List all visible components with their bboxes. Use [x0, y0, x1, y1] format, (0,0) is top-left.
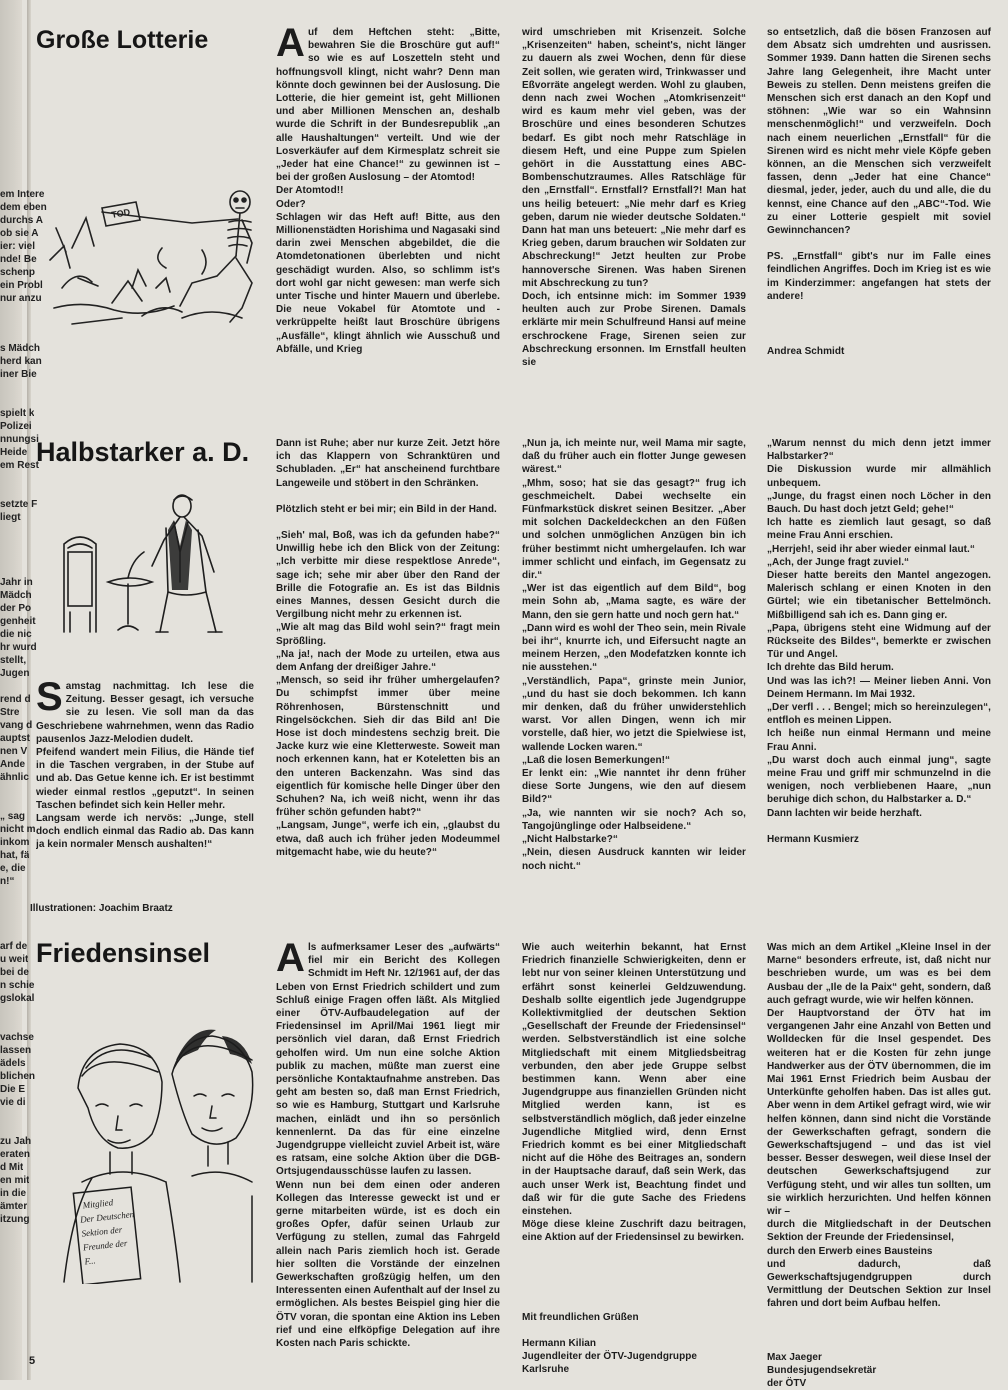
bleed-line: ob sie A — [0, 228, 39, 239]
paragraph: durch den Erwerb eines Bausteins — [767, 1245, 933, 1257]
paragraph: „Nun ja, ich meinte nur, weil Mama mir sagte, daß du früher auch ein flotter Junge gewesen wärest.“ — [522, 438, 746, 476]
article-title-lotterie: Große Lotterie — [36, 26, 209, 54]
bleed-line: in die — [0, 1188, 27, 1199]
bleed-line: durchs A — [0, 215, 43, 226]
paragraph: „Junge, du fragst einen noch Löcher in den Bauch. Du hast doch jetzt Geld; gehe!“ — [767, 490, 991, 516]
bleed-line: „ sag — [0, 811, 26, 822]
paragraph — [276, 26, 500, 184]
tod-sign-label: TOD — [110, 206, 131, 220]
paragraph: „Ja, wie nannten wir sie noch? Ach so, Tangojünglinge oder Halbseidene.“ — [522, 807, 746, 832]
paragraph: Möge diese kleine Zuschrift dazu beitragen, eine Aktion auf der Friedensinsel zu bewirken. — [522, 1219, 746, 1244]
paragraph: so entsetzlich, daß die bösen Franzosen auf dem Absatz sich umdrehten und ausrissen. Sommer 1939. Dann hatten die Sirenen sechs Jahre lang Gelegenheit, ihre Macht unter Beweis zu stellen. Denn meistens greifen die Menschen sich erst danach an den Kopf und stöhnen: „Wie war so ein Wahnsinn menschenmöglich!“ und verzweifeln. Doch nach einem neuerlichen „Ernstfall“ für die Sirenen wird es nicht mehr viele Köpfe geben können, an die Menschen sich verzweifelt fassen, denn „Jeder hat eine Chance“ diesmal, jeder, jeder, auch du und alle, die du kennst, eine Chance auf den „ABC“-Tod. Wie zu einer Lotterie gespielt mit soviel Gewinnchancen? — [767, 27, 991, 237]
paragraph: „Sieh' mal, Boß, was ich da gefunden habe?“ Unwillig hebe ich den Blick von der Zeitung: „Ich verbitte mir diese respektlose Anrede“, sage ich; sehe mir aber über den Rand der Brille die Fotografie an. Es ist das Bildnis eines Mannes, dessen Gesicht durch die Vergilbung nicht mehr zu erkennen ist. — [276, 530, 500, 621]
paragraph: Was mich an dem Artikel „Kleine Insel in der Marne“ besonders erfreute, ist, daß nicht nur beschrieben wurde, um was es bei dem Ausbau der „Ile de la Paix“ geht, sondern, daß auch gefragt wurde, wie wir helfen können. — [767, 942, 991, 1006]
bleed-line: itzung — [0, 1214, 30, 1225]
paragraph: Pfeifend wandert mein Filius, die Hände tief in die Taschen vergraben, in der Stube auf und ab. Das Getue kenne ich. Er ist bestimmt wieder einmal restlos „geputzt“. In seinen Taschen befindet sich kein Heller mehr. — [36, 747, 254, 811]
bleed-line: iner Bie — [0, 369, 37, 380]
paragraph: „Nein, diesen Ausdruck kannten wir leider noch nicht.“ — [522, 847, 746, 872]
sign-text: Mitglied — [82, 1197, 114, 1211]
paragraph: „Papa, übrigens steht eine Widmung auf der Rückseite des Bildes“, bemerkte er zwischen Tür und Angel. — [767, 622, 991, 661]
bleed-line: en mit — [0, 1175, 30, 1186]
bleed-line: em Rest — [0, 460, 39, 471]
bleed-line: d Mit — [0, 1162, 24, 1173]
sign-text: Der Deutschen — [79, 1209, 135, 1225]
drop-cap: A — [276, 26, 305, 65]
paragraph: „Na ja!, nach der Mode zu urteilen, etwa aus dem Anfang der dreißiger Jahre.“ — [276, 648, 500, 674]
paragraph: Die Diskussion wurde mir allmählich unbequem. — [767, 464, 991, 489]
paragraph: „Verständlich, Papa“, grinste mein Junior, „und du hast sie doch bekommen. Ich kann mir denken, daß du früher unwiderstehlich warst. Vor allen Dingen, wenn ich mir vorstelle, daß hier, wo jetzt die Spielwiese ist, wallende Locken waren.“ — [522, 675, 746, 753]
paragraph: Ich heiße nun einmal Hermann und meine Frau Anni. — [767, 728, 991, 753]
bleed-line: blichen — [0, 1071, 36, 1082]
author-signature: Hermann Kusmierz — [767, 833, 859, 845]
bleed-line: ein Probl — [0, 280, 43, 291]
author-signature: Hermann Kilian — [522, 1337, 597, 1349]
author-org: der ÖTV — [767, 1377, 807, 1389]
bleed-line: stellt, — [0, 655, 27, 666]
paragraph: „Langsam, Junge“, werfe ich ein, „glaubst du etwa, daß auch ich früher jeden Modeummel mitgemacht habe, wie du heute?“ — [276, 820, 500, 858]
bleed-line: setzte F — [0, 499, 38, 510]
paragraph: Doch, ich entsinne mich: im Sommer 1939 heulten auch zur Probe Sirenen. Damals erklärte mir mein Schulfreund Hansi auf meine erschrockene Frage, Sirenen seien zur Abschreckung ersonnen. Im Ernstfall heulten sie — [522, 291, 746, 369]
signature-block — [522, 1311, 746, 1376]
bleed-line: Ande — [0, 759, 25, 770]
bleed-line: der Po — [0, 603, 32, 614]
bleed-line: lassen — [0, 1045, 32, 1056]
paragraph-text: amstag nachmittag. Ich lese die Zeitung. Besser gesagt, ich versuche sie zu lesen. Vie soll man da das Geschriebene wahrnehmen, wenn das Radio pausenlos Jazz-Melodien dudelt. — [36, 681, 254, 745]
bleed-line: ämter — [0, 1201, 28, 1212]
paragraph: Langsam werde ich nervös: „Junge, stell doch endlich einmal das Radio ab. Das kann ja kein normaler Mensch aushalten!“ — [36, 813, 254, 851]
author-signature: Max Jaeger — [767, 1351, 822, 1363]
bleed-line: nde! Be — [0, 254, 37, 265]
paragraph: Wenn nun bei dem einen oder anderen Kollegen das Interesse geweckt ist und er gerne mitarbeiten würde, ist es doch ein großes Opfer, dafür seinen Urlaub zur Verfügung zu stellen, zumal das Fahrgeld allein nach Paris ziemlich hoch ist. Gerade hier sollten die Vorstände der einzelnen Gewerkschaften großzügig helfen, um den Interessenten einen Aufenthalt auf der Insel zu ermöglichen. Als bestes Beispiel ging hier die ÖTV voran, die spontan eine Aktion ins Leben rief und eine elfköpfige Delegation auf ihre Kosten nach Paris schickte. — [276, 1179, 500, 1350]
bleed-line: spielt k — [0, 408, 35, 419]
bleed-line: eraten — [0, 1149, 31, 1160]
bleed-line: vang d — [0, 720, 33, 731]
bleed-line: nnungsi — [0, 434, 39, 445]
bleed-line: e, die — [0, 863, 26, 874]
bleed-line: n schie — [0, 980, 35, 991]
article-column — [36, 680, 254, 852]
bleed-line: die nic — [0, 629, 32, 640]
paragraph: „Nicht Halbstarke?“ — [522, 834, 618, 846]
drop-cap: S — [36, 680, 63, 719]
skeleton-illustration — [42, 188, 270, 338]
sign-text: Freunde der — [82, 1237, 128, 1253]
paragraph: „Wer ist das eigentlich auf dem Bild“, bog mein Sohn ab, „Mama sagte, es wäre der Mann, den sie gern hatte und noch gern hat.“ — [522, 583, 746, 621]
article-column — [276, 941, 500, 1350]
sign-text: F... — [84, 1255, 97, 1267]
bleed-line: dem eben — [0, 202, 47, 213]
drop-cap: A — [276, 941, 305, 980]
paragraph: Ich drehte das Bild herum. — [767, 662, 894, 674]
paragraph: Er lenkt ein: „Wie nanntet ihr denn früher diese Sorte Jungens, wie den auf diesem Bild?“ — [522, 768, 746, 806]
bleed-line: ähnlic — [0, 772, 29, 783]
bleed-line: Heide — [0, 447, 28, 458]
bleed-line: rend d — [0, 694, 31, 705]
bleed-line: Die E — [0, 1084, 26, 1095]
illustration-credit: Illustrationen: Joachim Braatz — [30, 903, 173, 914]
bleed-line: hat, fä — [0, 850, 30, 861]
author-location: Karlsruhe — [522, 1363, 570, 1375]
bleed-line: herd kan — [0, 356, 42, 367]
bleed-line: em Intere — [0, 189, 45, 200]
bleed-line: Stre — [0, 707, 20, 718]
bleed-line: n!“ — [0, 876, 15, 887]
bleed-line: nen V — [0, 746, 28, 757]
paragraph: Plötzlich steht er bei mir; ein Bild in der Hand. — [276, 503, 497, 515]
paragraph: „Dann wird es wohl der Theo sein, mein Rivale bei ihr“, knurrte ich, und Eifersucht nagte an meinem Herzen, „den Modefatzken konnte ich nie ausstehen.“ — [522, 622, 746, 674]
bleed-line: Polizei — [0, 421, 32, 432]
paragraph: Wie auch weiterhin bekannt, hat Ernst Friedrich finanzielle Schwierigkeiten, denn er lebt nur von seiner kleinen Unterstützung und erfährt sonst keinerlei Geldzuwendung. Deshalb sollte eigentlich jede Jugendgruppe Kollektivmitglied der deutschen Sektion „Gesellschaft der Freunde der Friedensinsel“ werden. Selbstverständlich ist eine solche Mitgliedschaft mit einem Mitgliedsbeitrag verbunden, den aber jede Gruppe selbst bestimmen kann. Wenn aber eine Jugendgruppe aus finanziellen Gründen nicht Mitglied werden kann, ist es selbstverständlich möglich, daß jeder einzelne Jugendliche Mitglied wird, denn Ernst Friedrich kommt es bei einer Mitgliedschaft nicht auf die Höhe des Beitrages an, sondern in der Hauptsache darauf, daß sein Werk, das auch unser Werk ist, Beachtung findet und daß wir für die gute Sache des Friedens einstehen. — [522, 942, 746, 1218]
paragraph: Der Hauptvorstand der ÖTV hat im vergangenen Jahr eine Anzahl von Betten und Wolldecken für die Insel gespendet. Des weiteren hat er die Kosten für zehn junge Handwerker aus der ÖTV übernommen, die im Mai 1961 Ernst Friedrich beim Ausbau der Unterkünfte geholfen haben. Das ist alles gut. Aber wenn in dem Artikel gefragt wird, wie wir helfen können, dann sind nicht die Vorstände der Gewerkschaften gefragt, sondern die Gewerkschaftsjugend – und das ist viel besser. Besser deswegen, weil diese Insel der deutschen Gewerkschaftsjugend zur Verfügung steht, und wir alles tun sollten, um sie wirklich herzurichten. Und helfen können wir – — [767, 1008, 991, 1218]
paragraph: Oder? — [276, 198, 306, 210]
article-column — [767, 437, 991, 846]
bleed-line: ier: viel — [0, 241, 36, 252]
bleed-line: genheit — [0, 616, 36, 627]
article-column — [276, 437, 500, 859]
article-column — [767, 26, 991, 358]
sign-text: Sektion der — [81, 1224, 123, 1239]
bleed-line: auptst — [0, 733, 30, 744]
paragraph: Ich hatte es ziemlich laut gesagt, so daß meine Frau Anni erschien. — [767, 517, 991, 542]
author-signature: Andrea Schmidt — [767, 346, 845, 358]
article-column — [522, 26, 746, 369]
paragraph: Dann ist Ruhe; aber nur kurze Zeit. Jetzt höre ich das Klappern von Schranktüren und Schubladen. „Er“ hat anscheinend furchtbare Langeweile und stöbert in den Schränken. — [276, 438, 500, 489]
bleed-line: nur anzu — [0, 293, 42, 304]
article-title-halbstarker: Halbstarker a. D. — [36, 437, 250, 467]
paragraph — [36, 680, 254, 746]
paragraph: „Der verfl . . . Bengel; mich so hereinzulegen“, entfloh es meinen Lippen. — [767, 702, 991, 727]
man-portrait-illustration — [56, 492, 242, 642]
paragraph: Und was las ich?! — Meiner lieben Anni. Von Deinem Hermann. Im Mai 1932. — [767, 675, 991, 700]
paragraph: und dadurch, daß Gewerkschaftsjugendgruppen durch Vermittlung der Deutschen Sektion zur Insel fahren und dort beim Aufbau helfen. — [767, 1258, 991, 1310]
bleed-line: Jahr in — [0, 577, 33, 588]
bleed-line: zu Jah — [0, 1136, 32, 1147]
bleed-line: vachse — [0, 1032, 34, 1043]
author-role: Jugendleiter der ÖTV-Jugendgruppe — [522, 1350, 698, 1362]
couple-illustration — [52, 1016, 264, 1284]
paragraph: Schlagen wir das Heft auf! Bitte, aus den Millionenstädten Horishima und Nagasaki sind darin zwei Menschen abgebildet, die die Atomdetonationen überlebten und nicht geschädigt wurden. Also, so schlimm ist's dort wohl gar nicht gewesen: man werfe sich unter Tische und hinter Mauern und überlebe. Die neue Vokabel für Atomtote und -verkrüppelte heißt laut Broschüre übrigens „Ausfälle“, klingt ähnlich wie Ausschuß und Abfälle, und Krieg — [276, 211, 500, 355]
bleed-line: schenp — [0, 267, 36, 278]
paragraph: „Wie alt mag das Bild wohl sein?“ fragt mein Sprößling. — [276, 622, 500, 647]
article-column — [276, 26, 500, 356]
paragraph-text: uf dem Heftchen steht: „Bitte, bewahren Sie die Broschüre gut auf!“ so wie es auf Loszetteln steht und hoffnungsvoll klingt, nicht wahr? Denn man könnte doch gewinnen bei der Auslosung. Die Lotterie, die hier gemeint ist, geht Millionen und aber Millionen Menschen an, deshalb wurde die Schrift in der Bundesrepublik „an alle Haushaltungen“ verteilt. Und wie der Losverkäufer auf dem Kirmesplatz schreit sie „Jeder hat eine Chance!“ zu gewinnen ist – bei der großen Auslosung – der Atomtod! — [276, 27, 500, 184]
bleed-line: ädels — [0, 1058, 26, 1069]
bleed-line: vie di — [0, 1097, 26, 1108]
bleed-line: Jugen — [0, 668, 30, 679]
paragraph: „Laß die losen Bemerkungen!“ — [522, 754, 671, 766]
paragraph: Der Atomtod!! — [276, 185, 344, 197]
paragraph-text: ls aufmerksamer Leser des „aufwärts“ fiel mir ein Bericht des Kollegen Schmidt im Heft Nr. 12/1961 auf, der das Leben von Ernst Friedrich schildert und zum Schluß einige Fragen offen läßt. Als Mitglied einer ÖTV-Aufbaudelegation auf der Friedensinsel im April/Mai 1961 liegt mir persönlich viel daran, daß Ernst Friedrich geholfen wird. Um nun eine solche Aktion publik zu machen, müßte man zuerst eine persönliche Kontaktaufnahme anstreben. Das geht am besten so, daß man Ernst Friedrich, so wie es Hamburg, Stuttgart und Karlsruhe machen, einlädt und ihn so persönlich kennenlernt. Da das für eine einzelne Jugendgruppe vielleicht zuviel Arbeit ist, wäre es ratsam, eine solche Aktion über die DGB-Ortsjugendausschüsse laufen zu lassen. — [276, 942, 500, 1178]
closing-line: Mit freundlichen Grüßen — [522, 1311, 639, 1323]
article-title-friedensinsel: Friedensinsel — [36, 938, 211, 968]
bleed-line: liegt — [0, 512, 21, 523]
paragraph: „Warum nennst du mich denn jetzt immer Halbstarker?“ — [767, 438, 991, 463]
bleed-line: bei de — [0, 967, 29, 978]
article-column — [767, 941, 991, 1390]
paragraph: „Du warst doch auch einmal jung“, sagte meine Frau und griff mir schmunzelnd in die wenigen, noch verbliebenen Haare, „nun beruhige dich schon, du Halbstarker a. D.“ — [767, 754, 991, 806]
page-number: 5 — [29, 1355, 36, 1367]
bleed-line: Mädch — [0, 590, 32, 601]
bleed-line: u weit — [0, 954, 29, 965]
paragraph — [276, 941, 500, 1179]
paragraph: „Ach, der Junge fragt zuviel.“ — [767, 556, 910, 568]
article-column — [522, 941, 746, 1376]
signature-block — [767, 1351, 991, 1390]
bleed-line: arf de — [0, 941, 28, 952]
bleed-line: hr wurd — [0, 642, 37, 653]
author-role: Bundesjugendsekretär — [767, 1364, 877, 1376]
postscript: PS. „Ernstfall“ gibt's nur im Falle eines feindlichen Angriffes. Doch im Krieg ist es wie im Kinderzimmer: angefangen hat stets der andere! — [767, 251, 991, 302]
article-column — [522, 437, 746, 873]
bleed-line: gslokal — [0, 993, 35, 1004]
bleed-line: inkom — [0, 837, 30, 848]
paragraph: „Herrjeh!, seid ihr aber wieder einmal laut.“ — [767, 543, 975, 555]
paragraph: „Mhm, soso; hat sie das gesagt?“ frug ich geschmeichelt. Dabei wechselte ein Fünfmarkstück diskret seinen Besitzer. „Aber mit solchen Dackeldeckchen an den Füßen und solchen unmöglichen Anzügen bin ich früher bestimmt nicht umhergelaufen. Ich war immer schlicht und einfach, im Gegensatz zu dir.“ — [522, 477, 746, 582]
bleed-line: s Mädch — [0, 343, 41, 354]
paragraph: Dieser hatte bereits den Mantel angezogen. Malerisch schlang er einen Knoten in den Gürtel; wie ein tibetanischer Bettelmönch. Mißbilligend sah ich es. Dann ging er. — [767, 570, 991, 621]
spacer — [522, 1324, 746, 1337]
paragraph: wird umschrieben mit Krisenzeit. Solche „Krisenzeiten“ haben, scheint's, nicht länger zu dauern als zwei Wochen, denn für diese Zeit sollen, wie geraten wird, Trinkwasser und Eßvorräte angelegt werden. Wohl zu glauben, denn nach zwei Wochen „Atomkrisenzeit“ wird es kaum mehr viel geben, was der Broschüre und eines besonderen Schutzes bedarf. Es gibt noch mehr Ratschläge in diesem Heft, und eine Puppe zum Spielen gehört in die Ausstattung eines ABC-Bombenschutzraumes. Alles Ratschläge für den „Ernstfall“. Ernstfall? Ernstfall?! Man hat uns heilig beteuert: „Nie mehr darf es Krieg geben, darum nie wieder deutsche Soldaten.“ Dann hat man uns beteuert: „Nie mehr darf es Krieg geben, darum brauchen wir Soldaten zur Abschreckung!“ Jetzt heulten zur Probe hannoversche Sirenen. Was haben Sirenen mit Abschreckung zu tun? — [522, 27, 746, 289]
paragraph: „Mensch, so seid ihr früher umhergelaufen? Du schimpfst immer über meine Röhrenhosen, Bürstenschnitt und Ringelsöckchen. Sieh dir das Bild an! Die Hose ist doch mindestens sechzig breit. Die Jacke kurz wie eine Kletterweste. Soweit man noch erkennen kann, hat er Koteletten bis an den unteren Backenzahn. Was sind das eigentlich für komische helle Dinger über den Schuhen? Na, ich weiß nicht, wenn ihr das früher schön gefunden habt?“ — [276, 675, 500, 819]
paragraph: Dann lachten wir beide herzhaft. — [767, 807, 922, 819]
paragraph: durch die Mitgliedschaft in der Deutschen Sektion der Freunde der Friedensinsel, — [767, 1219, 991, 1244]
bleed-line: nicht m — [0, 824, 36, 835]
